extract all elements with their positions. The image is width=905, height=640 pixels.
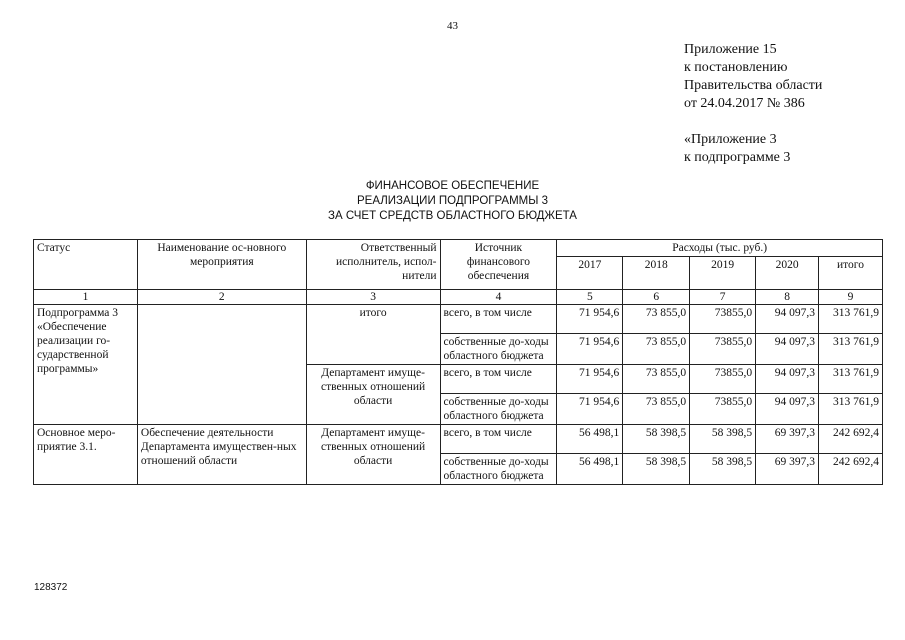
- header-year-2020: 2020: [756, 257, 819, 290]
- source-cell: всего, в том числе: [440, 305, 557, 334]
- column-number: 5: [557, 290, 623, 305]
- header-measure: Наименование ос-новного мероприятия: [137, 240, 306, 290]
- document-title: [0, 179, 905, 224]
- column-number: 1: [34, 290, 138, 305]
- title-line: РЕАЛИЗАЦИИ ПОДПРОГРАММЫ 3: [356, 195, 549, 207]
- title-line: ЗА СЧЕТ СРЕДСТВ ОБЛАСТНОГО БЮДЖЕТА: [328, 210, 577, 222]
- value-total: 242 692,4: [819, 454, 883, 485]
- header-total: итого: [819, 257, 883, 290]
- appendix-line: Правительства области: [684, 78, 823, 93]
- header-executor: Ответственный исполнитель, испол-нители: [306, 240, 440, 290]
- value-2020: 94 097,3: [756, 394, 819, 425]
- column-number: 6: [623, 290, 690, 305]
- appendix-header: [684, 41, 822, 167]
- measure-cell: [137, 305, 306, 425]
- appendix-line: к подпрограмме 3: [684, 150, 791, 165]
- value-2020: 94 097,3: [756, 334, 819, 365]
- value-total: 313 761,9: [819, 365, 883, 394]
- status-cell: Основное меро-приятие 3.1.: [34, 425, 138, 485]
- column-number: 9: [819, 290, 883, 305]
- value-total: 242 692,4: [819, 425, 883, 454]
- value-2017: 56 498,1: [557, 425, 623, 454]
- header-source: Источник финансового обеспечения: [440, 240, 557, 290]
- measure-cell: Обеспечение деятельности Департамента имуществен-ных отношений области: [137, 425, 306, 485]
- executor-cell: Департамент имуще-ственных отношений области: [306, 365, 440, 425]
- column-number: 2: [137, 290, 306, 305]
- column-number: 3: [306, 290, 440, 305]
- source-cell: всего, в том числе: [440, 365, 557, 394]
- value-2018: 73 855,0: [623, 394, 690, 425]
- value-2017: 71 954,6: [557, 305, 623, 334]
- value-total: 313 761,9: [819, 334, 883, 365]
- executor-cell: итого: [306, 305, 440, 365]
- table-row: [34, 305, 883, 334]
- appendix-line: к постановлению: [684, 60, 788, 75]
- header-year-2019: 2019: [690, 257, 756, 290]
- value-2018: 73 855,0: [623, 334, 690, 365]
- value-2017: 56 498,1: [557, 454, 623, 485]
- appendix-line: от 24.04.2017 № 386: [684, 96, 805, 111]
- value-2019: 58 398,5: [690, 454, 756, 485]
- value-2019: 73855,0: [690, 365, 756, 394]
- value-2020: 94 097,3: [756, 365, 819, 394]
- executor-cell: Департамент имуще-ственных отношений области: [306, 425, 440, 485]
- value-2017: 71 954,6: [557, 365, 623, 394]
- value-2018: 73 855,0: [623, 365, 690, 394]
- header-status: Статус: [34, 240, 138, 290]
- source-cell: собственные до-ходы областного бюджета: [440, 394, 557, 425]
- document-code: 128372: [34, 582, 68, 593]
- header-year-2017: 2017: [557, 257, 623, 290]
- column-number: 8: [756, 290, 819, 305]
- value-2019: 58 398,5: [690, 425, 756, 454]
- header-year-2018: 2018: [623, 257, 690, 290]
- appendix-line: «Приложение 3: [684, 132, 777, 147]
- status-cell: Подпрограмма 3 «Обеспечение реализации го-сударственной программы»: [34, 305, 138, 425]
- source-cell: всего, в том числе: [440, 425, 557, 454]
- source-cell: собственные до-ходы областного бюджета: [440, 334, 557, 365]
- value-2020: 69 397,3: [756, 454, 819, 485]
- page-number: 43: [447, 20, 458, 32]
- value-2020: 94 097,3: [756, 305, 819, 334]
- value-2019: 73855,0: [690, 334, 756, 365]
- appendix-line: Приложение 15: [684, 42, 777, 57]
- financing-table: [33, 239, 883, 485]
- title-line: ФИНАНСОВОЕ ОБЕСПЕЧЕНИЕ: [365, 180, 540, 192]
- value-2017: 71 954,6: [557, 334, 623, 365]
- header-expenses: Расходы (тыс. руб.): [557, 240, 883, 257]
- value-2019: 73855,0: [690, 305, 756, 334]
- column-number: 4: [440, 290, 557, 305]
- value-total: 313 761,9: [819, 394, 883, 425]
- value-2019: 73855,0: [690, 394, 756, 425]
- value-2020: 69 397,3: [756, 425, 819, 454]
- value-2017: 71 954,6: [557, 394, 623, 425]
- column-number: 7: [690, 290, 756, 305]
- source-cell: собственные до-ходы областного бюджета: [440, 454, 557, 485]
- value-total: 313 761,9: [819, 305, 883, 334]
- value-2018: 73 855,0: [623, 305, 690, 334]
- value-2018: 58 398,5: [623, 454, 690, 485]
- table-row: [34, 425, 883, 454]
- value-2018: 58 398,5: [623, 425, 690, 454]
